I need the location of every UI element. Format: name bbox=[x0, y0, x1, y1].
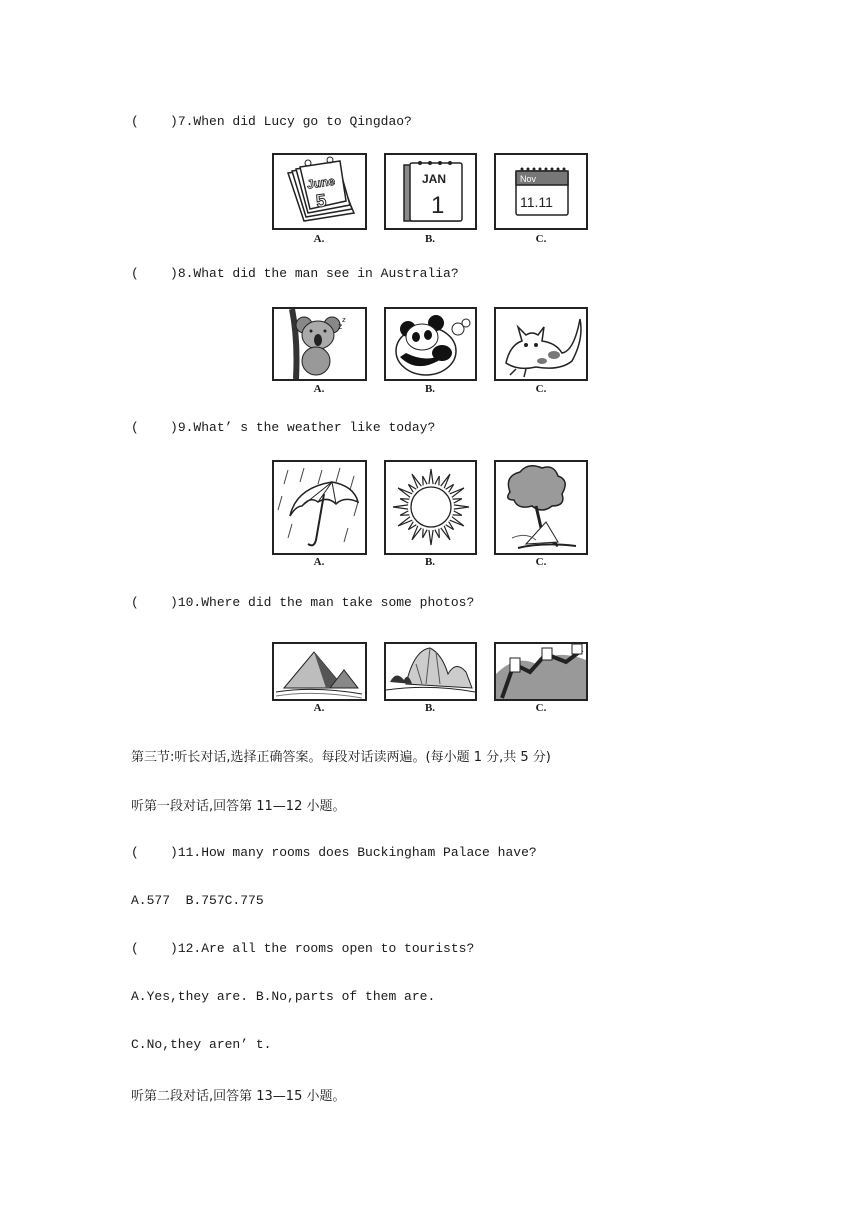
sun-ray bbox=[453, 499, 462, 503]
option-label: C. bbox=[535, 556, 547, 568]
question-text: 12.Are all the rooms open to tourists? bbox=[177, 941, 475, 956]
svg-text:June: June bbox=[306, 173, 336, 192]
great-wall-icon bbox=[496, 644, 586, 699]
sun-ray bbox=[441, 526, 450, 540]
option-label: C. bbox=[535, 383, 547, 395]
rain-umbrella-icon bbox=[274, 462, 365, 553]
sun-ray bbox=[398, 517, 412, 526]
option-label: B. bbox=[424, 233, 436, 245]
sun-ray bbox=[398, 488, 412, 497]
question-text: 7.When did Lucy go to Qingdao? bbox=[177, 114, 412, 129]
mountain-landscape-icon bbox=[386, 644, 475, 699]
answer-blank[interactable]: ( ) bbox=[131, 595, 178, 610]
option-label: C. bbox=[535, 233, 547, 245]
svg-text:z: z bbox=[338, 322, 343, 331]
sun-ray bbox=[453, 511, 462, 515]
calendar-june-5-icon bbox=[274, 155, 365, 228]
section-3-heading: 第三节:听长对话,选择正确答案。每段对话读两遍。(每小题 1 分,共 5 分) bbox=[131, 750, 551, 765]
sun-ray bbox=[446, 522, 454, 530]
sun-ray bbox=[412, 474, 421, 488]
svg-text:1: 1 bbox=[431, 192, 445, 219]
calendar-nov-11-icon bbox=[496, 155, 586, 228]
pyramids-icon bbox=[274, 644, 365, 699]
option-label: B. bbox=[424, 702, 436, 714]
question-11-options: A.577 B.757C.775 bbox=[131, 893, 264, 908]
dialog-2-instruction: 听第二段对话,回答第 13—15 小题。 bbox=[131, 1089, 346, 1104]
question-12-options-line-2: C.No,they aren’ t. bbox=[131, 1037, 272, 1052]
question-8 bbox=[131, 266, 459, 281]
question-7 bbox=[131, 114, 412, 129]
option-label: A. bbox=[313, 383, 325, 395]
answer-blank[interactable]: ( ) bbox=[131, 845, 178, 860]
option-label: B. bbox=[424, 383, 436, 395]
answer-blank[interactable]: ( ) bbox=[131, 420, 178, 435]
dialog-1-instruction: 听第一段对话,回答第 11—12 小题。 bbox=[131, 799, 346, 814]
sun-ray bbox=[429, 530, 433, 545]
koala-icon bbox=[274, 309, 365, 379]
svg-text:z: z bbox=[342, 316, 346, 324]
question-text: 11.How many rooms does Buckingham Palace have? bbox=[177, 845, 537, 860]
option-label: A. bbox=[313, 233, 325, 245]
sun-icon bbox=[386, 462, 475, 553]
sun-ray bbox=[429, 469, 433, 484]
svg-text:JAN: JAN bbox=[422, 172, 447, 186]
question-11 bbox=[131, 845, 537, 860]
windy-tree-icon bbox=[496, 462, 586, 553]
sun-ray bbox=[423, 529, 427, 538]
sun-ray bbox=[412, 526, 421, 540]
answer-blank[interactable]: ( ) bbox=[131, 941, 178, 956]
option-label: B. bbox=[424, 556, 436, 568]
sun-ray bbox=[435, 476, 439, 485]
question-10 bbox=[131, 595, 474, 610]
sun-ray bbox=[400, 511, 409, 515]
svg-text:11.11: 11.11 bbox=[520, 194, 553, 210]
sun-ray bbox=[450, 488, 464, 497]
question-12-options-line-1: A.Yes,they are. B.No,parts of them are. bbox=[131, 989, 436, 1004]
answer-blank[interactable]: ( ) bbox=[131, 266, 178, 281]
sun-ray bbox=[393, 505, 408, 509]
calendar-jan-1-icon bbox=[386, 155, 475, 228]
svg-text:5: 5 bbox=[314, 190, 328, 212]
cat-icon bbox=[496, 309, 586, 379]
question-text: 9.What’ s the weather like today? bbox=[177, 420, 436, 435]
option-label: A. bbox=[313, 556, 325, 568]
answer-blank[interactable]: ( ) bbox=[131, 114, 178, 129]
sun-ray bbox=[408, 484, 416, 492]
sun-ray bbox=[435, 529, 439, 538]
sun-ray bbox=[454, 505, 469, 509]
sun-ray bbox=[423, 476, 427, 485]
svg-text:Nov: Nov bbox=[520, 174, 537, 184]
sun-ray bbox=[408, 522, 416, 530]
question-12 bbox=[131, 941, 474, 956]
question-text: 10.Where did the man take some photos? bbox=[177, 595, 475, 610]
question-text: 8.What did the man see in Australia? bbox=[177, 266, 459, 281]
question-9 bbox=[131, 420, 435, 435]
sun-ray bbox=[400, 499, 409, 503]
sun-ray bbox=[446, 484, 454, 492]
sun-ray bbox=[441, 474, 450, 488]
option-label: C. bbox=[535, 702, 547, 714]
sun-ray bbox=[450, 517, 464, 526]
panda-icon bbox=[386, 309, 475, 379]
option-label: A. bbox=[313, 702, 325, 714]
